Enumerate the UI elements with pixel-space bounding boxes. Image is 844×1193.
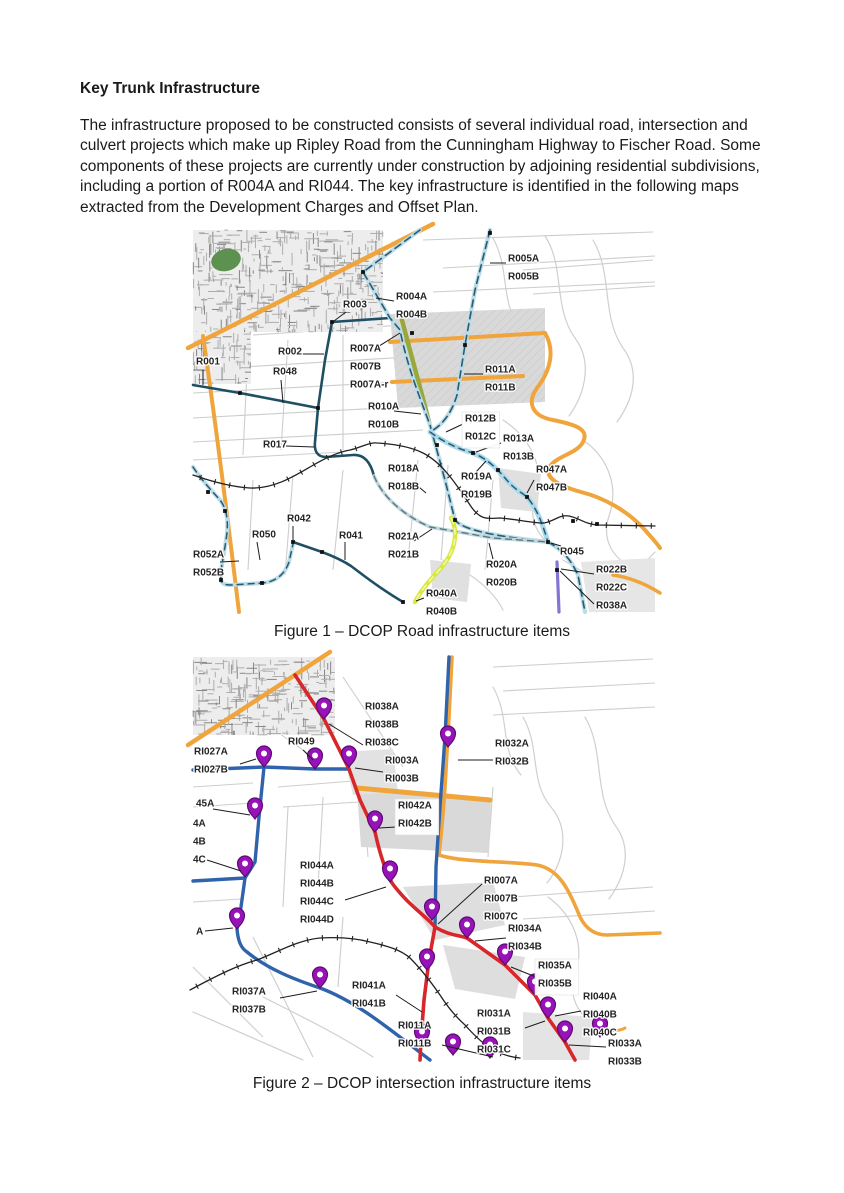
map-item-label: RI042A	[398, 800, 432, 812]
map-item-label: R007A	[350, 343, 382, 355]
map-item-label: R022B	[596, 564, 628, 576]
road-node-dot	[291, 540, 295, 544]
label-leader-line	[489, 543, 493, 559]
map-item-label: R020B	[486, 577, 518, 589]
map-item-label: R040A	[426, 588, 458, 600]
map-item-label: RI027A	[194, 746, 228, 758]
map-item-label: R045	[560, 546, 584, 558]
map-item-label: R018A	[388, 463, 420, 475]
map-item-label: 4B	[193, 836, 206, 848]
map-item-label: 45A	[196, 798, 215, 810]
road-node-dot	[410, 331, 414, 335]
road-node-dot	[471, 451, 475, 455]
map-item-label: R048	[273, 366, 297, 378]
intersection-pin-icon	[446, 1034, 461, 1055]
figure2-map	[193, 657, 655, 1068]
map-item-label: RI031B	[477, 1026, 511, 1038]
map-item-label: 4C	[193, 854, 206, 866]
map-item-label: R002	[278, 346, 302, 358]
map-item-label: RI037B	[232, 1004, 266, 1016]
road-node-dot	[555, 568, 559, 572]
road-node-dot	[453, 518, 457, 522]
label-leader-line	[205, 928, 233, 931]
map-item-label: R017	[263, 439, 287, 451]
map-item-label: R022C	[596, 582, 628, 594]
road-node-dot	[463, 343, 467, 347]
map-item-label: R011B	[485, 382, 516, 394]
map-item-label: RI044B	[300, 878, 334, 890]
map-item-label: 4A	[193, 818, 206, 830]
map-item-label: RI042B	[398, 818, 432, 830]
road-node-dot	[496, 468, 500, 472]
map-item-label: RI011B	[398, 1038, 432, 1050]
label-leader-line	[240, 759, 256, 764]
map-item-label: R052B	[193, 567, 225, 579]
road-node-dot	[219, 578, 223, 582]
map-item-label: RI031C	[477, 1044, 511, 1056]
label-leader-line	[476, 461, 486, 472]
map-item-label: R019A	[461, 471, 493, 483]
map-item-label: R019B	[461, 489, 493, 501]
road-node-dot	[320, 550, 324, 554]
body-paragraph: The infrastructure proposed to be constructed consists of several individual road, intersection and culvert projects which make up Ripley Road from the Cunningham Highway to Fischer Road. Some components of these projects are currently under construction by adjoining residential subdivisions, including a portion of R004A and RI044. The key infrastructure is identified in the following maps extracted from the Development Charges and Offset Plan.	[80, 117, 761, 216]
map-item-label: RI034A	[508, 923, 542, 935]
map-item-label: R001	[196, 356, 220, 368]
label-leader-line	[345, 887, 386, 900]
figure1-map-canvas	[193, 230, 655, 618]
map-item-label: RI033B	[608, 1056, 642, 1068]
road-node-dot	[260, 581, 264, 585]
map-item-label: R018B	[388, 481, 420, 493]
intersection-pin-icon	[230, 908, 245, 929]
map-item-label: R004A	[396, 291, 428, 303]
map-item-label: RI040C	[583, 1027, 617, 1039]
map-item-label: R050	[252, 529, 276, 541]
intersection-pin-icon	[441, 726, 456, 747]
map-item-label: RI032A	[495, 738, 529, 750]
figure2-caption: Figure 2 – DCOP intersection infrastructure items	[252, 1075, 592, 1092]
map-item-label: R040B	[426, 606, 458, 618]
label-leader-line	[257, 542, 260, 560]
label-leader-line	[281, 380, 283, 403]
map-item-label: R021B	[388, 549, 420, 561]
map-item-label: RI011A	[398, 1020, 432, 1032]
road-node-dot	[571, 519, 575, 523]
map-item-label: R005A	[508, 253, 540, 265]
section-heading: Key Trunk Infrastructure	[80, 80, 261, 97]
map-item-label: R011A	[485, 364, 516, 376]
intersection-pin-icon	[257, 746, 272, 767]
road-node-dot	[223, 509, 227, 513]
map-item-label: RI038C	[365, 737, 399, 749]
map-item-label: R010A	[368, 401, 400, 413]
road-node-dot	[488, 231, 492, 235]
map-item-label: RI038A	[365, 701, 399, 713]
road-node-dot	[546, 540, 550, 544]
map-item-label: R013B	[503, 451, 535, 463]
map-item-label: R003	[343, 299, 367, 311]
map-item-label: R041	[339, 530, 363, 542]
road-node-dot	[238, 391, 242, 395]
map-item-label: RI034B	[508, 941, 542, 953]
road-node-dot	[206, 490, 210, 494]
road-node-dot	[595, 522, 599, 526]
road-node-dot	[401, 600, 405, 604]
map-item-label: R007A-r	[350, 379, 389, 391]
map-item-label: R012B	[465, 413, 497, 425]
map-item-label: R012C	[465, 431, 497, 443]
label-leader-line	[446, 424, 463, 432]
label-leader-line	[286, 446, 314, 447]
map-item-label: RI040A	[583, 991, 617, 1003]
road-node-dot	[361, 270, 365, 274]
label-leader-line	[475, 938, 506, 941]
map-item-label: RI031A	[477, 1008, 511, 1020]
figure2-map-canvas	[193, 657, 655, 1068]
intersection-pin-icon	[420, 949, 435, 970]
label-leader-line	[280, 991, 317, 998]
map-item-label: RI007A	[484, 875, 518, 887]
map-item-label: R010B	[368, 419, 400, 431]
map-item-label: RI003B	[385, 773, 419, 785]
map-item-label: R052A	[193, 549, 225, 561]
map-item-label: R042	[287, 513, 311, 525]
map-item-label: R004B	[396, 309, 428, 321]
map-item-label: RI037A	[232, 986, 266, 998]
map-item-label: R047B	[536, 482, 568, 494]
road-node-dot	[525, 495, 529, 499]
label-leader-line	[396, 995, 422, 1012]
road-node-dot	[435, 443, 439, 447]
label-leader-line	[207, 860, 241, 871]
map-item-label: RI007B	[484, 893, 518, 905]
intersection-pin-icon	[308, 748, 323, 769]
map-item-label: RI027B	[194, 764, 228, 776]
map-item-label: R020A	[486, 559, 518, 571]
map-item-label: RI044D	[300, 914, 334, 926]
map-item-label: RI049	[288, 736, 315, 748]
figure1-basemap	[193, 230, 655, 612]
map-item-label: R013A	[503, 433, 535, 445]
map-item-label: RI041B	[352, 998, 386, 1010]
map-item-label: R007B	[350, 361, 382, 373]
figure1-caption: Figure 1 – DCOP Road infrastructure items	[273, 623, 571, 640]
road-node-dot	[316, 406, 320, 410]
map-item-label: RI032B	[495, 756, 529, 768]
intersection-pin-icon	[383, 861, 398, 882]
map-item-label: RI035B	[538, 978, 572, 990]
map-item-label: RI007C	[484, 911, 518, 923]
map-item-label: RI044C	[300, 896, 334, 908]
map-item-label: R038A	[596, 600, 628, 612]
map-item-label: R021A	[388, 531, 420, 543]
figure1-map	[193, 230, 655, 618]
map-item-label: RI038B	[365, 719, 399, 731]
map-item-label: R005B	[508, 271, 540, 283]
map-item-label: RI035A	[538, 960, 572, 972]
intersection-pin-icon	[238, 856, 253, 877]
map-item-label: R047A	[536, 464, 568, 476]
road-node-dot	[330, 320, 334, 324]
map-item-label: RI003A	[385, 755, 419, 767]
map-item-label: RI040B	[583, 1009, 617, 1021]
map-item-label: RI044A	[300, 860, 334, 872]
map-item-label: A	[196, 926, 204, 938]
map-item-label: RI041A	[352, 980, 386, 992]
label-leader-line	[213, 809, 250, 815]
map-item-label: RI033A	[608, 1038, 642, 1050]
